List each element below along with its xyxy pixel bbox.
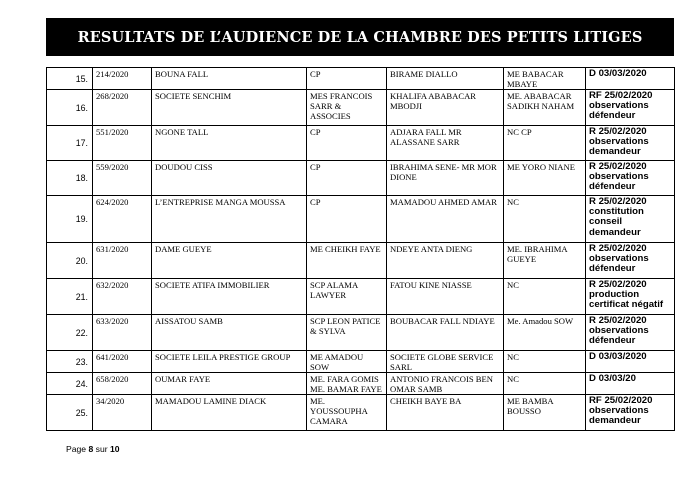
table-row [47, 279, 675, 315]
row-number: 16. [47, 90, 93, 126]
row-number: 23. [47, 351, 93, 373]
plaintiff-counsel-cell: SCP ALAMA LAWYER [307, 279, 387, 315]
page-total: 10 [109, 444, 120, 454]
plaintiff-cell: L’ENTREPRISE MANGA MOUSSA [152, 196, 307, 243]
result-line: observations [589, 405, 649, 417]
dossier-number: 632/2020 [93, 279, 152, 315]
result-cell [586, 243, 675, 279]
title-banner [46, 18, 674, 56]
defendant-counsel-cell: ME. ABABACAR SADIKH NAHAM [504, 90, 586, 126]
result-line: RF 25/02/2020 [589, 395, 653, 406]
defendant-cell: MAMADOU AHMED AMAR [387, 196, 504, 243]
page-footer [66, 444, 120, 454]
defendant-cell: ADJARA FALL MR ALASSANE SARR [387, 126, 504, 161]
result-line: observations [589, 171, 649, 183]
result-line: défendeur [589, 181, 636, 193]
result-line: R 25/02/2020 [589, 126, 647, 137]
plaintiff-cell: BOUNA FALL [152, 68, 307, 90]
page-current: 8 [88, 444, 94, 454]
dossier-number: 551/2020 [93, 126, 152, 161]
plaintiff-counsel-cell: CP [307, 161, 387, 196]
row-number: 25. [47, 395, 93, 431]
dossier-number: 631/2020 [93, 243, 152, 279]
row-number: 19. [47, 196, 93, 243]
row-number: 20. [47, 243, 93, 279]
result-cell [586, 126, 675, 161]
result-line: R 25/02/2020 [589, 161, 647, 172]
defendant-counsel-cell: Me. Amadou SOW [504, 315, 586, 351]
defendant-cell: SOCIETE GLOBE SERVICE SARL [387, 351, 504, 373]
dossier-number: 214/2020 [93, 68, 152, 90]
defendant-cell: IBRAHIMA SENE- MR MOR DIONE [387, 161, 504, 196]
plaintiff-counsel-cell: CP [307, 68, 387, 90]
result-cell [586, 161, 675, 196]
plaintiff-cell: DAME GUEYE [152, 243, 307, 279]
dossier-number: 34/2020 [93, 395, 152, 431]
plaintiff-counsel-cell: SCP LEON PATICE & SYLVA [307, 315, 387, 351]
plaintiff-counsel-cell: ME CHEIKH FAYE [307, 243, 387, 279]
defendant-cell: NDEYE ANTA DIENG [387, 243, 504, 279]
result-line: conseil [589, 216, 623, 228]
result-line: R 25/02/2020 [589, 196, 647, 207]
page-label: Page [66, 444, 87, 454]
plaintiff-counsel-cell: ME. YOUSSOUPHA CAMARA [307, 395, 387, 431]
result-line: D 03/03/2020 [589, 68, 647, 79]
page-sep: sur [95, 444, 108, 454]
plaintiff-counsel-cell: ME. FARA GOMIS ME. BAMAR FAYE [307, 373, 387, 395]
dossier-number: 658/2020 [93, 373, 152, 395]
plaintiff-counsel-cell: CP [307, 126, 387, 161]
dossier-number: 641/2020 [93, 351, 152, 373]
defendant-counsel-cell: ME BABACAR MBAYE [504, 68, 586, 90]
result-line: RF 25/02/2020 [589, 90, 653, 101]
result-line: demandeur [589, 415, 641, 427]
result-line: demandeur [589, 146, 641, 158]
dossier-number: 559/2020 [93, 161, 152, 196]
defendant-counsel-cell: NC [504, 373, 586, 395]
defendant-counsel-cell: ME YORO NIANE [504, 161, 586, 196]
defendant-cell: CHEIKH BAYE BA [387, 395, 504, 431]
plaintiff-counsel-cell: ME AMADOU SOW [307, 351, 387, 373]
defendant-counsel-cell: ME BAMBA BOUSSO [504, 395, 586, 431]
table-row [47, 161, 675, 196]
result-line: D 03/03/2020 [589, 351, 647, 362]
row-number: 22. [47, 315, 93, 351]
plaintiff-cell: SOCIETE ATIFA IMMOBILIER [152, 279, 307, 315]
result-line: observations [589, 325, 649, 337]
result-cell [586, 279, 675, 315]
defendant-cell: BOUBACAR FALL NDIAYE [387, 315, 504, 351]
table-row [47, 126, 675, 161]
row-number: 18. [47, 161, 93, 196]
result-cell [586, 351, 675, 373]
defendant-counsel-cell: NC [504, 279, 586, 315]
defendant-cell: FATOU KINE NIASSE [387, 279, 504, 315]
result-line: demandeur [589, 226, 641, 238]
plaintiff-cell: SOCIETE SENCHIM [152, 90, 307, 126]
result-line: défendeur [589, 110, 636, 122]
table-row [47, 351, 675, 373]
row-number: 21. [47, 279, 93, 315]
table-row [47, 395, 675, 431]
page-title: RESULTATS DE L’AUDIENCE DE LA CHAMBRE DES PETITS LITIGES [77, 28, 643, 46]
result-cell [586, 196, 675, 243]
plaintiff-cell: DOUDOU CISS [152, 161, 307, 196]
defendant-counsel-cell: NC CP [504, 126, 586, 161]
dossier-number: 633/2020 [93, 315, 152, 351]
result-line: observations [589, 253, 649, 265]
plaintiff-cell: AISSATOU SAMB [152, 315, 307, 351]
result-line: R 25/02/2020 [589, 315, 647, 326]
plaintiff-cell: MAMADOU LAMINE DIACK [152, 395, 307, 431]
result-cell [586, 68, 675, 90]
result-line: certificat négatif [589, 299, 664, 311]
defendant-counsel-cell: NC [504, 351, 586, 373]
result-cell [586, 315, 675, 351]
result-cell [586, 395, 675, 431]
plaintiff-counsel-cell: MES FRANCOIS SARR & ASSOCIES [307, 90, 387, 126]
result-line: constitution [589, 206, 644, 218]
table-row [47, 373, 675, 395]
result-line: défendeur [589, 335, 636, 347]
table-row [47, 315, 675, 351]
result-line: observations [589, 100, 649, 112]
plaintiff-cell: SOCIETE LEILA PRESTIGE GROUP [152, 351, 307, 373]
table-row [47, 68, 675, 90]
defendant-counsel-cell: NC [504, 196, 586, 243]
result-line: observations [589, 136, 649, 148]
defendant-cell: ANTONIO FRANCOIS BEN OMAR SAMB [387, 373, 504, 395]
dossier-number: 624/2020 [93, 196, 152, 243]
result-line: défendeur [589, 263, 636, 275]
plaintiff-cell: NGONE TALL [152, 126, 307, 161]
defendant-cell: KHALIFA ABABACAR MBODJI [387, 90, 504, 126]
result-cell [586, 373, 675, 395]
plaintiff-counsel-cell: CP [307, 196, 387, 243]
defendant-cell: BIRAME DIALLO [387, 68, 504, 90]
table-row [47, 243, 675, 279]
dossier-number: 268/2020 [93, 90, 152, 126]
results-table [46, 67, 675, 431]
result-line: R 25/02/2020 [589, 279, 647, 290]
table-row [47, 196, 675, 243]
result-line: D 03/03/20 [589, 373, 636, 384]
table-row [47, 90, 675, 126]
result-line: production [589, 289, 640, 301]
plaintiff-cell: OUMAR FAYE [152, 373, 307, 395]
result-line: R 25/02/2020 [589, 243, 647, 254]
result-cell [586, 90, 675, 126]
row-number: 15. [47, 68, 93, 90]
row-number: 17. [47, 126, 93, 161]
row-number: 24. [47, 373, 93, 395]
defendant-counsel-cell: ME. IBRAHIMA GUEYE [504, 243, 586, 279]
